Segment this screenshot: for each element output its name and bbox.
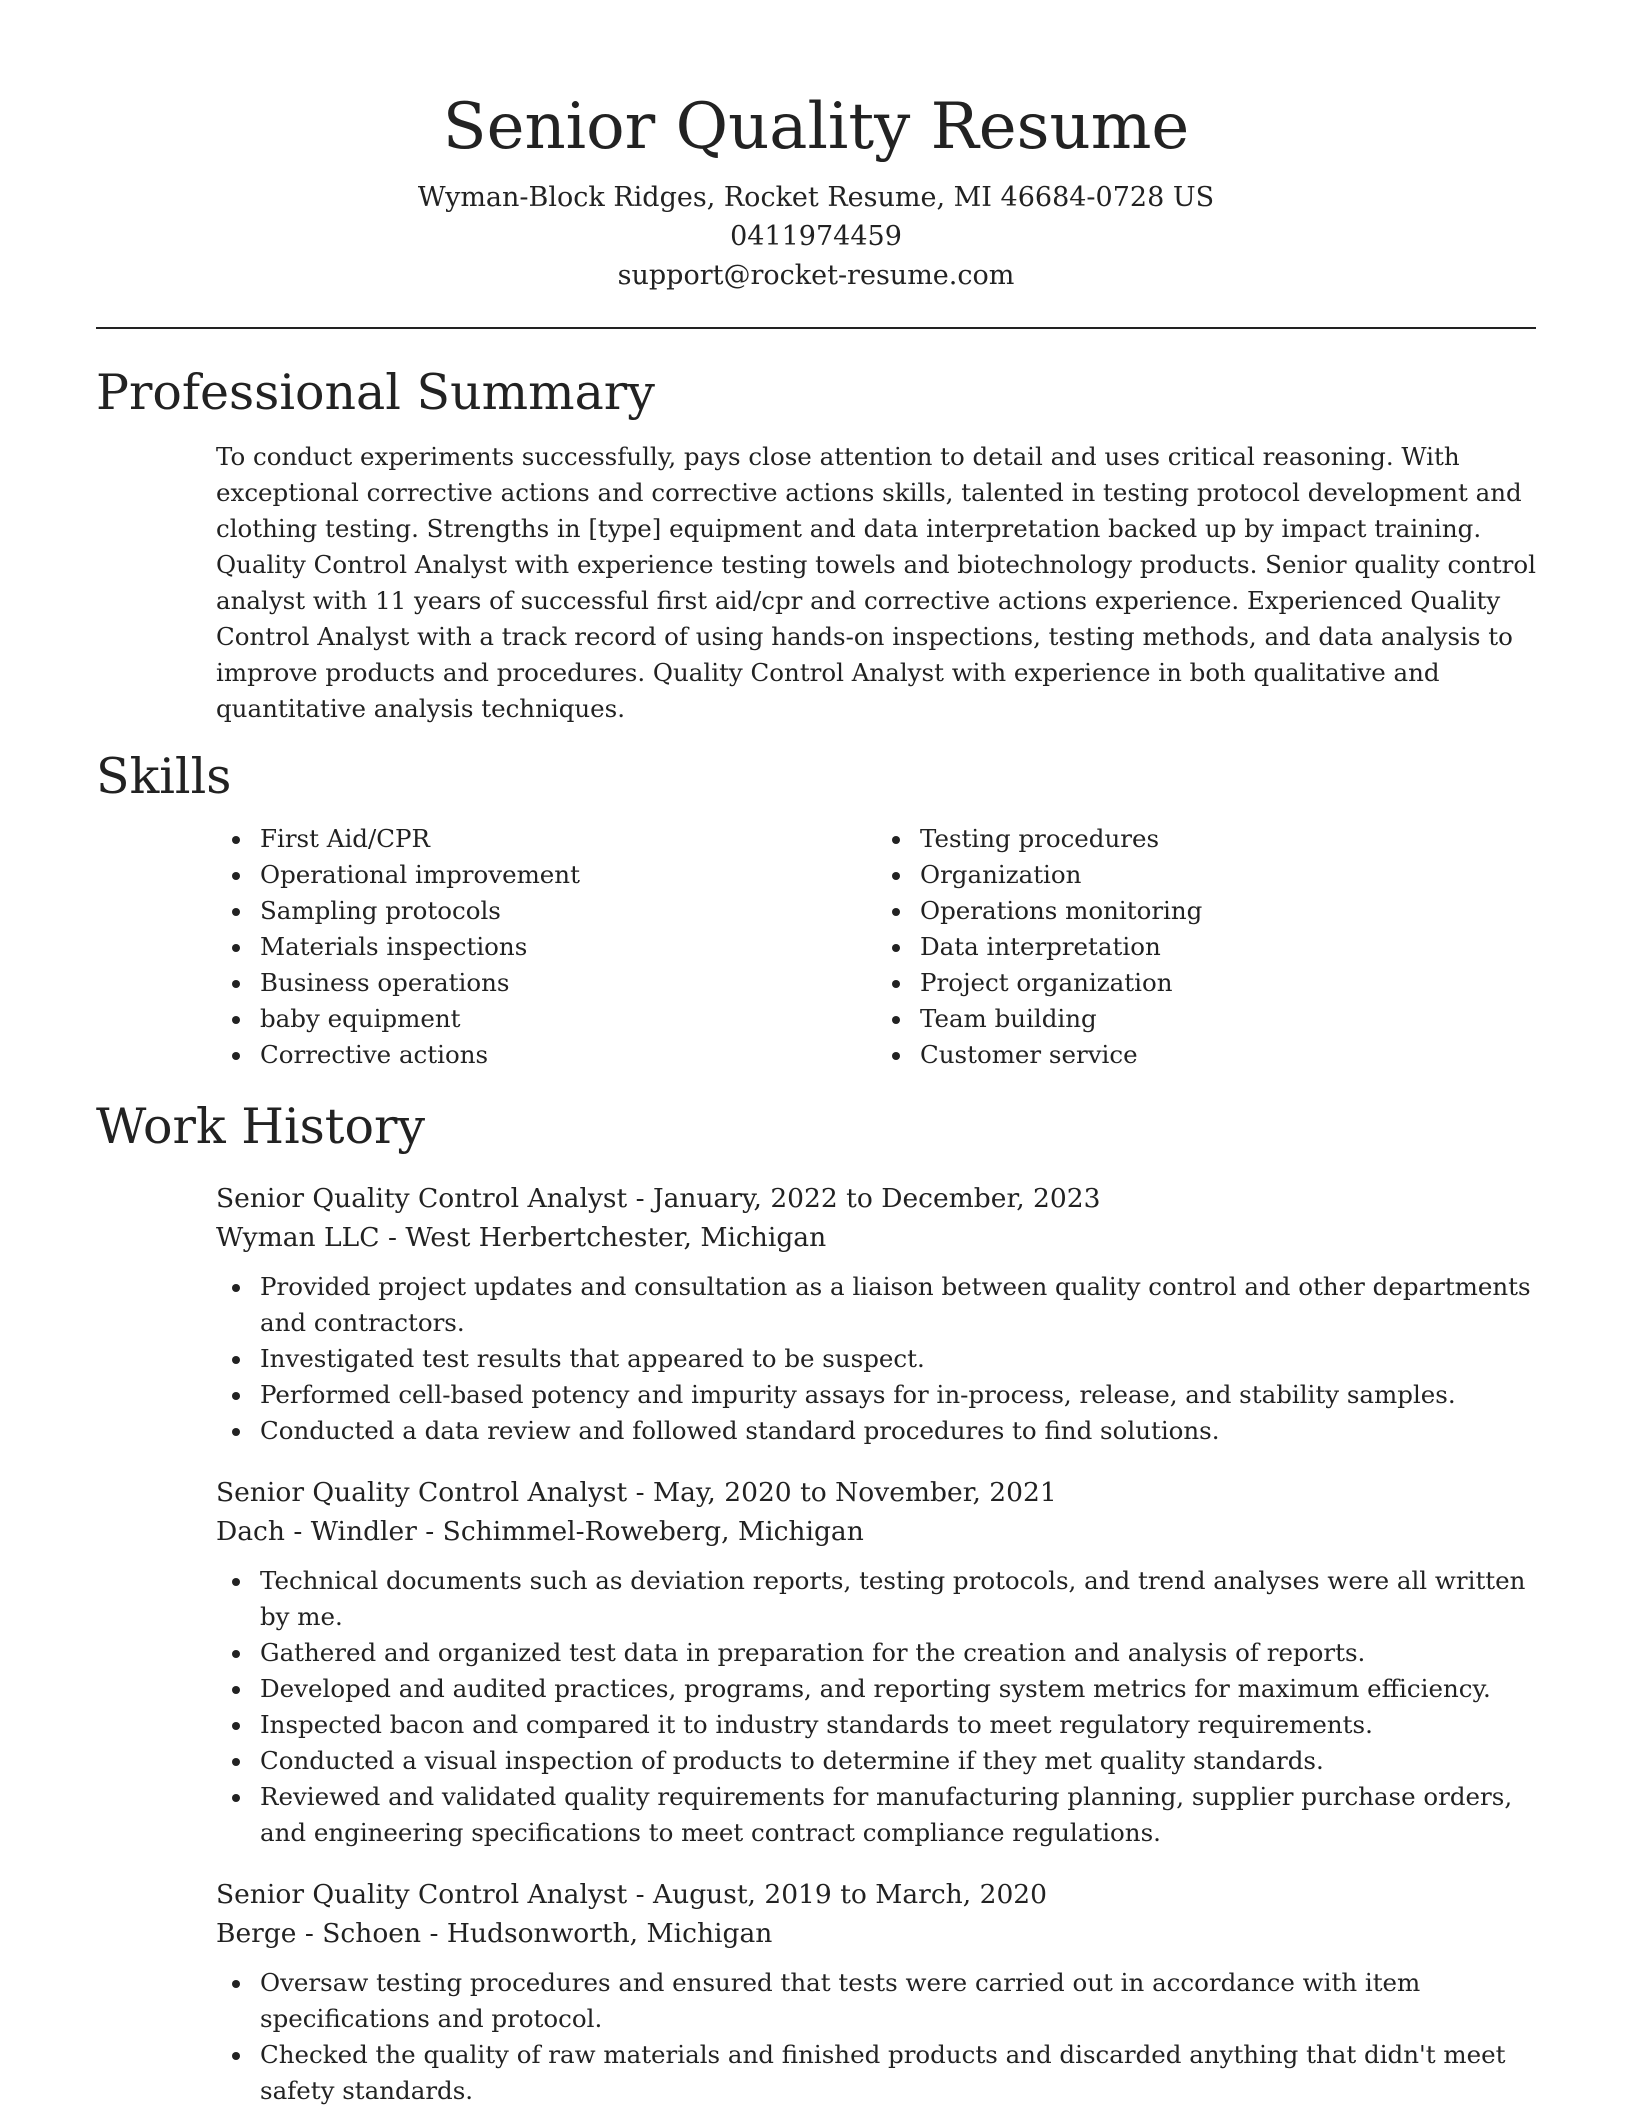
skill-item: Corrective actions — [260, 1037, 876, 1073]
skill-item: Operations monitoring — [920, 893, 1536, 929]
duty-item: Provided project updates and consultation as a liaison between quality control and other departments and contractors. — [260, 1269, 1536, 1341]
summary-heading: Professional Summary — [96, 364, 655, 421]
resume-title: Senior Quality Resume — [442, 90, 1190, 164]
job-company: Dach - Windler — [216, 1516, 417, 1547]
job-duties — [216, 1965, 1536, 2109]
job-dates: August, 2019 to March, 2020 — [653, 1879, 1048, 1910]
job-duties — [216, 1563, 1536, 1851]
skill-item: Project organization — [920, 965, 1536, 1001]
contact-address: Wyman-Block Ridges, Rocket Resume, MI 46684-0728 US — [417, 182, 1215, 213]
skills-list — [216, 821, 1536, 1073]
duty-item: Oversaw testing procedures and ensured that tests were carried out in accordance with item specifications and protocol. — [260, 1965, 1536, 2037]
job-location: Schimmel-Roweberg, Michigan — [442, 1516, 864, 1547]
job-entry — [216, 1875, 1536, 2109]
job-role: Senior Quality Control Analyst — [216, 1879, 628, 1910]
skills-heading: Skills — [96, 748, 232, 805]
job-location: Hudsonworth, Michigan — [446, 1918, 773, 1949]
resume-header — [96, 0, 1536, 295]
job-location: West Herbertchester, Michigan — [405, 1222, 827, 1253]
job-title-line: Senior Quality Control Analyst - January, 2022 to December, 2023 — [216, 1183, 1101, 1214]
skill-item: Team building — [920, 1001, 1536, 1037]
duty-item: Technical documents such as deviation reports, testing protocols, and trend analyses were all written by me. — [260, 1563, 1536, 1635]
contact-phone: 0411974459 — [730, 221, 902, 252]
duty-item: Developed and audited practices, programs, and reporting system metrics for maximum efficiency. — [260, 1671, 1536, 1707]
resume-page — [96, 0, 1536, 2109]
job-company-line: Dach - Windler - Schimmel-Roweberg, Michigan — [216, 1516, 864, 1547]
job-company-line: Berge - Schoen - Hudsonworth, Michigan — [216, 1918, 773, 1949]
duty-item: Performed cell-based potency and impurity assays for in-process, release, and stability samples. — [260, 1377, 1536, 1413]
job-role: Senior Quality Control Analyst — [216, 1477, 628, 1508]
skills-section — [96, 745, 1536, 1073]
contact-info — [96, 178, 1536, 295]
duty-item: Checked the quality of raw materials and finished products and discarded anything that didn't meet safety standards. — [260, 2037, 1536, 2109]
skills-column-right — [876, 821, 1536, 1073]
work-history-heading: Work History — [96, 1098, 426, 1155]
work-history-section — [96, 1095, 1536, 2109]
job-company: Berge - Schoen — [216, 1918, 422, 1949]
job-dates: January, 2022 to December, 2023 — [653, 1183, 1101, 1214]
job-entry — [216, 1179, 1536, 1449]
skills-column-left — [216, 821, 876, 1073]
skill-item: Sampling protocols — [260, 893, 876, 929]
job-company: Wyman LLC — [216, 1222, 380, 1253]
skill-item: baby equipment — [260, 1001, 876, 1037]
duty-item: Conducted a visual inspection of products to determine if they met quality standards. — [260, 1743, 1536, 1779]
skill-item: Materials inspections — [260, 929, 876, 965]
duty-item: Reviewed and validated quality requirements for manufacturing planning, supplier purchase orders, and engineering specifications to meet contract compliance regulations. — [260, 1779, 1536, 1851]
skill-item: Operational improvement — [260, 857, 876, 893]
skill-item: Business operations — [260, 965, 876, 1001]
duty-item: Conducted a data review and followed standard procedures to find solutions. — [260, 1413, 1536, 1449]
header-divider — [96, 327, 1536, 329]
job-duties — [216, 1269, 1536, 1449]
contact-email: support@rocket-resume.com — [617, 260, 1015, 291]
duty-item: Inspected bacon and compared it to industry standards to meet regulatory requirements. — [260, 1707, 1536, 1743]
skill-item: Organization — [920, 857, 1536, 893]
job-company-line: Wyman LLC - West Herbertchester, Michigan — [216, 1222, 827, 1253]
job-role: Senior Quality Control Analyst — [216, 1183, 628, 1214]
duty-item: Gathered and organized test data in preparation for the creation and analysis of reports. — [260, 1635, 1536, 1671]
summary-section — [96, 361, 1536, 727]
skill-item: Data interpretation — [920, 929, 1536, 965]
duty-item: Investigated test results that appeared to be suspect. — [260, 1341, 1536, 1377]
skill-item: Testing procedures — [920, 821, 1536, 857]
job-entry — [216, 1473, 1536, 1851]
summary-text: To conduct experiments successfully, pays close attention to detail and uses critical reasoning. With exceptional corrective actions and corrective actions skills, talented in testing protocol development and clothing testing. Strengths in [type] equipment and data interpretation backed up by impact training. Quality Control Analyst with experience testing towels and biotechnology products. Senior quality control analyst with 11 years of successful first aid/cpr and corrective actions experience. Experienced Quality Control Analyst with a track record of using hands-on inspections, testing methods, and data analysis to improve products and procedures. Quality Control Analyst with experience in both qualitative and quantitative analysis techniques. — [216, 442, 1536, 723]
job-dates: May, 2020 to November, 2021 — [653, 1477, 1057, 1508]
job-title-line: Senior Quality Control Analyst - May, 2020 to November, 2021 — [216, 1477, 1057, 1508]
job-title-line: Senior Quality Control Analyst - August, 2019 to March, 2020 — [216, 1879, 1048, 1910]
skill-item: First Aid/CPR — [260, 821, 876, 857]
skill-item: Customer service — [920, 1037, 1536, 1073]
